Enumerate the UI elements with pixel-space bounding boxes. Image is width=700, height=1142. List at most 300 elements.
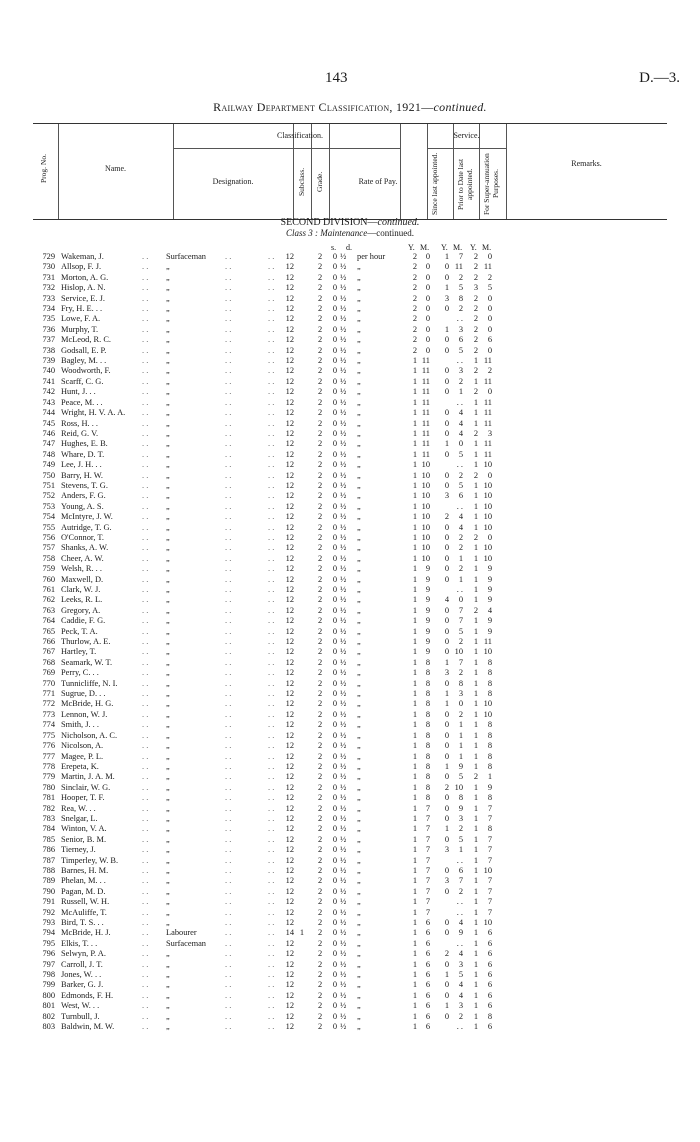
pay-fraction: ½ — [340, 730, 347, 740]
prog-number: 799 — [42, 980, 55, 990]
since-last-months: 11 — [421, 418, 430, 428]
table-row — [0, 325, 700, 335]
prior-months: 1 — [458, 387, 463, 397]
grade: 12 — [285, 470, 294, 480]
unit-years: Y. — [470, 243, 477, 252]
pay-unit: „ — [357, 657, 361, 667]
dot-leader: . . — [225, 1022, 232, 1032]
dot-leader: . . — [142, 574, 149, 584]
super-months: 6 — [487, 990, 492, 1000]
since-last-months: 7 — [425, 886, 430, 896]
super-months: 9 — [487, 626, 492, 636]
prior-years: 0 — [444, 553, 449, 563]
pay-fraction: ½ — [340, 751, 347, 761]
employee-name: Murphy, T. — [61, 324, 99, 334]
designation: „ — [166, 637, 170, 647]
prior-months: 3 — [458, 1001, 463, 1011]
grade: 12 — [285, 980, 294, 990]
pay-fraction: ½ — [340, 626, 347, 636]
since-last-years: 1 — [412, 751, 417, 761]
grade: 12 — [285, 501, 294, 511]
prior-years: 4 — [444, 595, 449, 605]
super-months: 11 — [483, 418, 492, 428]
dot-leader: . . — [268, 366, 275, 376]
since-last-years: 1 — [412, 418, 417, 428]
dot-leader: . . — [142, 824, 149, 834]
since-last-months: 10 — [421, 491, 430, 501]
prog-number: 760 — [42, 574, 55, 584]
since-last-months: 9 — [425, 585, 430, 594]
prog-number: 741 — [42, 376, 55, 386]
dot-leader: . . — [268, 314, 275, 324]
prior-years: 1 — [444, 439, 449, 449]
grade: 12 — [285, 1001, 294, 1011]
designation: „ — [166, 751, 170, 761]
pay-shillings: 2 — [318, 449, 323, 459]
grade: 12 — [285, 543, 294, 553]
grade: 12 — [285, 356, 294, 366]
super-years: 1 — [473, 980, 478, 990]
dot-leader: . . — [268, 543, 275, 553]
pay-fraction: ½ — [340, 532, 347, 542]
employee-name: McIntyre, J. W. — [61, 512, 113, 522]
employee-name: Barnes, H. M. — [61, 865, 109, 875]
pay-pence: 0 — [332, 886, 337, 896]
prior-months: 9 — [458, 803, 463, 813]
prior-months: 2 — [458, 1011, 463, 1021]
table-row — [0, 741, 700, 751]
designation: „ — [166, 460, 170, 470]
grade: 12 — [285, 574, 294, 584]
super-months: 7 — [487, 897, 492, 907]
super-months: 6 — [487, 1001, 492, 1011]
pay-fraction: ½ — [340, 761, 347, 771]
header-name: Name. — [104, 164, 127, 173]
since-last-months: 9 — [425, 637, 430, 647]
dot-leader: . . — [268, 657, 275, 667]
dot-leader: . . — [268, 730, 275, 740]
pay-pence: 0 — [332, 803, 337, 813]
table-row — [0, 908, 700, 918]
header-rule — [173, 148, 400, 149]
employee-name: Hooper, T. F. — [61, 793, 105, 803]
since-last-months: 6 — [425, 928, 430, 938]
pay-pence: 0 — [332, 1001, 337, 1011]
super-months: 6 — [487, 970, 492, 980]
dot-leader: . . — [225, 335, 232, 345]
prior-months: 2 — [458, 304, 463, 314]
employee-name: Carroll, J. T. — [61, 959, 103, 969]
super-months: 9 — [487, 564, 492, 574]
since-last-months: 6 — [425, 949, 430, 959]
prior-months: 2 — [458, 272, 463, 282]
designation: „ — [166, 335, 170, 345]
super-years: 2 — [473, 532, 478, 542]
since-last-months: 10 — [421, 501, 430, 511]
pay-pence: 0 — [332, 1022, 337, 1032]
super-years: 1 — [473, 595, 478, 605]
dot-leader: . . — [142, 647, 149, 657]
employee-name: Gregory, A. — [61, 605, 101, 615]
pay-shillings: 2 — [318, 356, 323, 366]
prior-months: 2 — [458, 668, 463, 678]
grade: 12 — [285, 741, 294, 751]
employee-name: Hughes, E. B. — [61, 439, 108, 449]
pay-shillings: 2 — [318, 741, 323, 751]
pay-shillings: 2 — [318, 480, 323, 490]
dot-leader: . . — [268, 387, 275, 397]
prior-years: 0 — [444, 262, 449, 272]
prog-number: 801 — [42, 1001, 55, 1011]
since-last-months: 10 — [421, 553, 430, 563]
designation: „ — [166, 897, 170, 907]
prog-number: 750 — [42, 470, 55, 480]
super-months: 11 — [483, 449, 492, 459]
prior-months: 0 — [458, 439, 463, 449]
pay-fraction: ½ — [340, 907, 347, 917]
table-row — [0, 783, 700, 793]
table-row — [0, 595, 700, 605]
table-header — [33, 123, 667, 220]
table-row — [0, 450, 700, 460]
pay-fraction: ½ — [340, 824, 347, 834]
table-row — [0, 887, 700, 897]
pay-unit: „ — [357, 574, 361, 584]
dot-leader: . . — [268, 605, 275, 615]
table-row — [0, 991, 700, 1001]
dot-leader: . . — [225, 543, 232, 553]
dot-leader: . . — [268, 876, 275, 886]
dot-leader: . . — [268, 356, 275, 366]
table-row — [0, 772, 700, 782]
pay-shillings: 2 — [318, 387, 323, 397]
table-row — [0, 658, 700, 668]
prog-number: 733 — [42, 293, 55, 303]
dot-leader: . . — [225, 938, 232, 948]
prog-number: 788 — [42, 865, 55, 875]
pay-pence: 0 — [332, 689, 337, 699]
pay-shillings: 2 — [318, 605, 323, 615]
dot-leader: . . — [225, 585, 232, 594]
pay-pence: 0 — [332, 418, 337, 428]
pay-unit: „ — [357, 949, 361, 959]
prior-years: 0 — [444, 574, 449, 584]
pay-fraction: ½ — [340, 314, 347, 324]
dot-leader: . . — [225, 678, 232, 688]
designation: „ — [166, 657, 170, 667]
dot-leader: . . — [142, 480, 149, 490]
employee-name: Nicolson, A. — [61, 741, 104, 751]
pay-fraction: ½ — [340, 668, 347, 678]
super-years: 1 — [473, 990, 478, 1000]
dot-leader: . . — [268, 262, 275, 272]
dot-leader: . . — [268, 720, 275, 730]
since-last-years: 2 — [412, 335, 417, 345]
pay-shillings: 2 — [318, 314, 323, 324]
employee-name: Baldwin, M. W. — [61, 1022, 115, 1032]
dot-leader: . . — [142, 283, 149, 293]
since-last-months: 0 — [425, 304, 430, 314]
pay-pence: 0 — [332, 959, 337, 969]
pay-unit: „ — [357, 751, 361, 761]
pay-unit: „ — [357, 501, 361, 511]
pay-fraction: ½ — [340, 605, 347, 615]
super-years: 1 — [473, 376, 478, 386]
prog-number: 803 — [42, 1022, 55, 1032]
designation: „ — [166, 813, 170, 823]
prog-number: 735 — [42, 314, 55, 324]
pay-shillings: 2 — [318, 501, 323, 511]
prior-years: 3 — [444, 668, 449, 678]
prior-months: . . — [456, 501, 463, 511]
grade: 12 — [285, 418, 294, 428]
super-years: 2 — [473, 428, 478, 438]
super-months: 0 — [487, 387, 492, 397]
pay-pence: 0 — [332, 335, 337, 345]
since-last-years: 1 — [412, 824, 417, 834]
super-years: 1 — [473, 574, 478, 584]
header-prog-no: Prog. No. — [39, 154, 48, 184]
pay-pence: 0 — [332, 938, 337, 948]
super-years: 1 — [473, 949, 478, 959]
designation: „ — [166, 324, 170, 334]
pay-shillings: 2 — [318, 543, 323, 553]
pay-unit: „ — [357, 938, 361, 948]
pay-fraction: ½ — [340, 720, 347, 730]
prior-months: 5 — [458, 345, 463, 355]
pay-unit: „ — [357, 460, 361, 470]
prior-years: 0 — [444, 793, 449, 803]
since-last-years: 1 — [412, 595, 417, 605]
super-years: 1 — [473, 1011, 478, 1021]
pay-fraction: ½ — [340, 553, 347, 563]
table-row — [0, 689, 700, 699]
employee-name: Young, A. S. — [61, 501, 104, 511]
employee-name: Morton, A. G. — [61, 272, 109, 282]
dot-leader: . . — [142, 428, 149, 438]
since-last-months: 7 — [425, 845, 430, 855]
pay-pence: 0 — [332, 585, 337, 594]
since-last-years: 1 — [412, 813, 417, 823]
prior-years: 0 — [444, 626, 449, 636]
pay-shillings: 2 — [318, 553, 323, 563]
since-last-years: 2 — [412, 262, 417, 272]
unit-years: Y. — [441, 243, 448, 252]
designation: „ — [166, 876, 170, 886]
grade: 12 — [285, 314, 294, 324]
prior-months: 1 — [458, 741, 463, 751]
prog-number: 777 — [42, 751, 55, 761]
dot-leader: . . — [142, 1001, 149, 1011]
dot-leader: . . — [225, 418, 232, 428]
grade: 12 — [285, 335, 294, 345]
prior-years: 1 — [444, 324, 449, 334]
pay-pence: 0 — [332, 283, 337, 293]
designation: „ — [166, 959, 170, 969]
prior-years: 0 — [444, 886, 449, 896]
super-years: 1 — [473, 970, 478, 980]
designation: „ — [166, 730, 170, 740]
super-years: 2 — [473, 335, 478, 345]
unit-shillings: s. — [331, 243, 337, 252]
super-years: 2 — [473, 366, 478, 376]
since-last-years: 1 — [412, 543, 417, 553]
pay-pence: 0 — [332, 574, 337, 584]
grade: 12 — [285, 345, 294, 355]
employee-name: Selwyn, P. A. — [61, 949, 106, 959]
designation: „ — [166, 741, 170, 751]
super-years: 1 — [473, 720, 478, 730]
employee-name: Elkis, T. . . — [61, 938, 98, 948]
prior-months: 5 — [458, 626, 463, 636]
dot-leader: . . — [268, 252, 275, 261]
prior-months: . . — [456, 585, 463, 594]
dot-leader: . . — [142, 897, 149, 907]
pay-unit: „ — [357, 543, 361, 553]
pay-unit: „ — [357, 626, 361, 636]
since-last-months: 0 — [425, 314, 430, 324]
pay-shillings: 2 — [318, 813, 323, 823]
pay-fraction: ½ — [340, 585, 347, 594]
prior-months: 2 — [458, 543, 463, 553]
designation: „ — [166, 699, 170, 709]
pay-shillings: 2 — [318, 772, 323, 782]
super-years: 1 — [473, 678, 478, 688]
super-months: 10 — [483, 501, 492, 511]
dot-leader: . . — [225, 512, 232, 522]
pay-unit: „ — [357, 1011, 361, 1021]
since-last-years: 1 — [412, 845, 417, 855]
dot-leader: . . — [268, 845, 275, 855]
grade: 12 — [285, 699, 294, 709]
dot-leader: . . — [268, 439, 275, 449]
prog-number: 769 — [42, 668, 55, 678]
grade: 12 — [285, 293, 294, 303]
dot-leader: . . — [142, 834, 149, 844]
dot-leader: . . — [225, 793, 232, 803]
pay-shillings: 2 — [318, 585, 323, 594]
dot-leader: . . — [225, 356, 232, 366]
pay-unit: „ — [357, 293, 361, 303]
pay-shillings: 2 — [318, 345, 323, 355]
prior-months: 5 — [458, 283, 463, 293]
dot-leader: . . — [225, 803, 232, 813]
pay-fraction: ½ — [340, 772, 347, 782]
pay-shillings: 2 — [318, 439, 323, 449]
dot-leader: . . — [142, 335, 149, 345]
super-months: 8 — [487, 761, 492, 771]
table-row — [0, 429, 700, 439]
grade: 12 — [285, 449, 294, 459]
super-months: 8 — [487, 1011, 492, 1021]
grade: 12 — [285, 959, 294, 969]
prog-number: 751 — [42, 480, 55, 490]
dot-leader: . . — [268, 689, 275, 699]
prior-years: 0 — [444, 730, 449, 740]
prior-months: 5 — [458, 449, 463, 459]
dot-leader: . . — [142, 730, 149, 740]
super-years: 1 — [473, 741, 478, 751]
since-last-years: 1 — [412, 730, 417, 740]
table-row — [0, 502, 700, 512]
pay-unit: „ — [357, 907, 361, 917]
designation: „ — [166, 356, 170, 366]
prior-months: 4 — [458, 949, 463, 959]
designation: „ — [166, 293, 170, 303]
dot-leader: . . — [142, 470, 149, 480]
prior-months: 2 — [458, 709, 463, 719]
pay-unit: „ — [357, 532, 361, 542]
employee-name: Leeks, R. L. — [61, 595, 103, 605]
since-last-months: 7 — [425, 834, 430, 844]
since-last-months: 10 — [421, 460, 430, 470]
grade: 12 — [285, 397, 294, 407]
prog-number: 744 — [42, 408, 55, 418]
dot-leader: . . — [142, 907, 149, 917]
pay-unit: „ — [357, 980, 361, 990]
table-row — [0, 804, 700, 814]
pay-shillings: 2 — [318, 522, 323, 532]
since-last-months: 0 — [425, 293, 430, 303]
prog-number: 790 — [42, 886, 55, 896]
pay-unit: „ — [357, 605, 361, 615]
dot-leader: . . — [225, 834, 232, 844]
prior-months: 6 — [458, 865, 463, 875]
prog-number: 778 — [42, 761, 55, 771]
pay-unit: „ — [357, 283, 361, 293]
dot-leader: . . — [268, 449, 275, 459]
dot-leader: . . — [142, 918, 149, 927]
grade: 12 — [285, 272, 294, 282]
prior-years: 0 — [444, 616, 449, 626]
pay-pence: 0 — [332, 304, 337, 314]
dot-leader: . . — [268, 793, 275, 803]
since-last-years: 2 — [412, 293, 417, 303]
prog-number: 791 — [42, 897, 55, 907]
employee-name: Fry, H. E. . . — [61, 304, 103, 314]
dot-leader: . . — [268, 990, 275, 1000]
since-last-months: 7 — [425, 876, 430, 886]
pay-fraction: ½ — [340, 886, 347, 896]
pay-fraction: ½ — [340, 782, 347, 792]
super-months: 9 — [487, 574, 492, 584]
pay-fraction: ½ — [340, 460, 347, 470]
prog-number: 800 — [42, 990, 55, 1000]
class-continued: —continued. — [367, 228, 414, 238]
prog-number: 756 — [42, 532, 55, 542]
since-last-years: 2 — [412, 304, 417, 314]
table-row — [0, 616, 700, 626]
dot-leader: . . — [268, 324, 275, 334]
prog-number: 784 — [42, 824, 55, 834]
pay-shillings: 2 — [318, 980, 323, 990]
dot-leader: . . — [225, 689, 232, 699]
dot-leader: . . — [225, 970, 232, 980]
dot-leader: . . — [268, 709, 275, 719]
pay-unit: „ — [357, 585, 361, 594]
pay-fraction: ½ — [340, 709, 347, 719]
employee-name: Hartley, T. — [61, 647, 97, 657]
super-months: 7 — [487, 876, 492, 886]
table-row — [0, 835, 700, 845]
employee-name: Autridge, T. G. — [61, 522, 112, 532]
prog-number: 730 — [42, 262, 55, 272]
table-row — [0, 960, 700, 970]
dot-leader: . . — [225, 439, 232, 449]
prior-months: 4 — [458, 512, 463, 522]
header-service: Service. — [453, 131, 480, 140]
pay-unit: „ — [357, 865, 361, 875]
